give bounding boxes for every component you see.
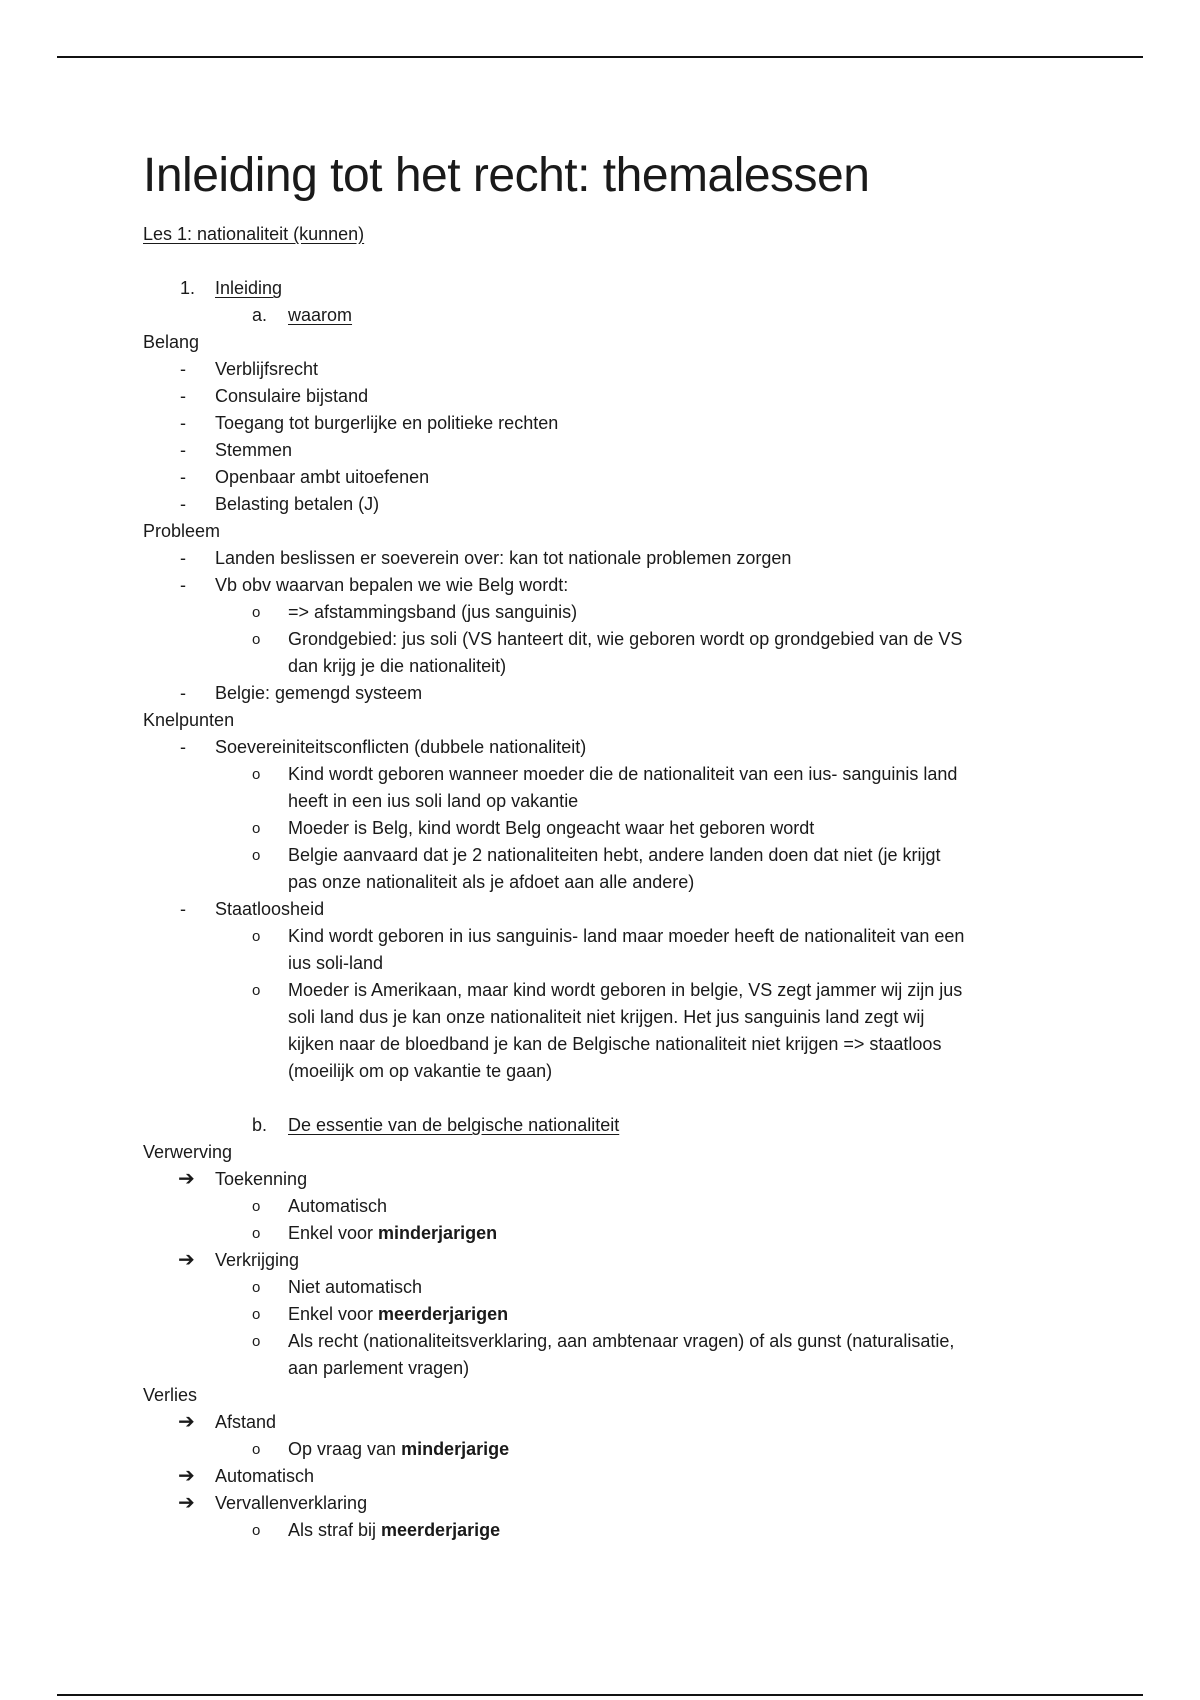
- list-item: Stemmen: [215, 440, 293, 460]
- dash-bullet: -: [180, 575, 186, 595]
- sub-list-item: [288, 1301, 508, 1328]
- heading-probleem: Probleem: [143, 521, 221, 541]
- list-item: Verblijfsrecht: [215, 359, 319, 379]
- sub-list-item-continued: dan krijg je die nationaliteit): [288, 656, 507, 676]
- sub-list-item: Belgie aanvaard dat je 2 nationaliteiten hebt, andere landen doen dat niet (je krijgt: [288, 845, 941, 865]
- arrow-bullet-icon: ➔: [178, 1249, 195, 1271]
- text: Als straf bij: [288, 1520, 382, 1540]
- text: Enkel voor: [288, 1304, 379, 1324]
- dash-bullet: -: [180, 413, 186, 433]
- list-item: Belgie: gemengd systeem: [215, 683, 423, 703]
- heading-verlies: Verlies: [143, 1385, 198, 1405]
- sub-list-item: Moeder is Belg, kind wordt Belg ongeacht waar het geboren wordt: [288, 818, 815, 838]
- footer-rule: [57, 1694, 1143, 1696]
- subsection-heading-waarom: waarom: [288, 305, 353, 325]
- arrow-bullet-icon: ➔: [178, 1411, 195, 1433]
- circle-bullet: o: [252, 1306, 261, 1323]
- list-item: Vervallenverklaring: [215, 1493, 368, 1513]
- sub-list-item: Moeder is Amerikaan, maar kind wordt geboren in belgie, VS zegt jammer wij zijn jus: [288, 980, 963, 1000]
- sub-list-item: Kind wordt geboren in ius sanguinis- land maar moeder heeft de nationaliteit van een: [288, 926, 965, 946]
- circle-bullet: o: [252, 631, 261, 648]
- bold-term: meerderjarigen: [378, 1304, 509, 1324]
- circle-bullet: o: [252, 1333, 261, 1350]
- text: Enkel voor: [288, 1223, 379, 1243]
- sub-list-item-continued: ius soli-land: [288, 953, 384, 973]
- text: Op vraag van: [288, 1439, 402, 1459]
- sub-list-item-continued: soli land dus je kan onze nationaliteit niet krijgen. Het jus sanguinis land zegt wij: [288, 1007, 925, 1027]
- list-item: Belasting betalen (J): [215, 494, 380, 514]
- heading-knelpunten: Knelpunten: [143, 710, 235, 730]
- dash-bullet: -: [180, 683, 186, 703]
- circle-bullet: o: [252, 982, 261, 999]
- header-rule: [57, 56, 1143, 58]
- bold-term: meerderjarige: [381, 1520, 501, 1540]
- dash-bullet: -: [180, 467, 186, 487]
- arrow-bullet-icon: ➔: [178, 1168, 195, 1190]
- list-item: Verkrijging: [215, 1250, 300, 1270]
- subsection-letter-a: a.: [252, 305, 268, 325]
- dash-bullet: -: [180, 359, 186, 379]
- circle-bullet: o: [252, 1441, 261, 1458]
- list-item: Afstand: [215, 1412, 277, 1432]
- list-item: Landen beslissen er soeverein over: kan tot nationale problemen zorgen: [215, 548, 792, 568]
- circle-bullet: o: [252, 928, 261, 945]
- dash-bullet: -: [180, 494, 186, 514]
- page-title: Inleiding tot het recht: themalessen: [143, 149, 870, 202]
- sub-list-item: Grondgebied: jus soli (VS hanteert dit, wie geboren wordt op grondgebied van de VS: [288, 629, 963, 649]
- bold-term: minderjarigen: [378, 1223, 498, 1243]
- sub-list-item: [288, 1220, 497, 1247]
- sub-list-item: Als recht (nationaliteitsverklaring, aan ambtenaar vragen) of als gunst (naturalisatie,: [288, 1331, 955, 1351]
- sub-list-item-continued: (moeilijk om op vakantie te gaan): [288, 1061, 553, 1081]
- sub-list-item: Kind wordt geboren wanneer moeder die de nationaliteit van een ius- sanguinis land: [288, 764, 958, 784]
- section-heading-inleiding: Inleiding: [215, 278, 283, 298]
- dash-bullet: -: [180, 899, 186, 919]
- list-item: Soevereiniteitsconflicten (dubbele nationaliteit): [215, 737, 587, 757]
- sub-list-item: Niet automatisch: [288, 1277, 423, 1297]
- sub-list-item-continued: heeft in een ius soli land op vakantie: [288, 791, 579, 811]
- circle-bullet: o: [252, 1522, 261, 1539]
- subsection-letter-b: b.: [252, 1115, 268, 1135]
- list-item: Consulaire bijstand: [215, 386, 369, 406]
- sub-list-item: Automatisch: [288, 1196, 388, 1216]
- sub-list-item-continued: pas onze nationaliteit als je afdoet aan alle andere): [288, 872, 695, 892]
- heading-verwerving: Verwerving: [143, 1142, 233, 1162]
- sub-list-item: [288, 1517, 500, 1544]
- circle-bullet: o: [252, 847, 261, 864]
- dash-bullet: -: [180, 386, 186, 406]
- sub-list-item: [288, 1436, 509, 1463]
- list-item: Toegang tot burgerlijke en politieke rechten: [215, 413, 559, 433]
- circle-bullet: o: [252, 766, 261, 783]
- dash-bullet: -: [180, 737, 186, 757]
- list-item: Toekenning: [215, 1169, 308, 1189]
- lesson-heading: Les 1: nationaliteit (kunnen): [143, 224, 365, 244]
- sub-list-item: => afstammingsband (jus sanguinis): [288, 602, 578, 622]
- heading-belang: Belang: [143, 332, 200, 352]
- circle-bullet: o: [252, 820, 261, 837]
- bold-term: minderjarige: [401, 1439, 510, 1459]
- dash-bullet: -: [180, 548, 186, 568]
- sub-list-item-continued: aan parlement vragen): [288, 1358, 470, 1378]
- arrow-bullet-icon: ➔: [178, 1492, 195, 1514]
- circle-bullet: o: [252, 604, 261, 621]
- arrow-bullet-icon: ➔: [178, 1465, 195, 1487]
- circle-bullet: o: [252, 1198, 261, 1215]
- circle-bullet: o: [252, 1279, 261, 1296]
- list-item: Automatisch: [215, 1466, 315, 1486]
- subsection-heading-essentie: De essentie van de belgische nationaliteit: [288, 1115, 620, 1135]
- list-item: Openbaar ambt uitoefenen: [215, 467, 430, 487]
- list-item: Vb obv waarvan bepalen we wie Belg wordt:: [215, 575, 569, 595]
- section-number: 1.: [180, 278, 196, 298]
- circle-bullet: o: [252, 1225, 261, 1242]
- list-item: Staatloosheid: [215, 899, 325, 919]
- sub-list-item-continued: kijken naar de bloedband je kan de Belgische nationaliteit niet krijgen => staatloos: [288, 1034, 942, 1054]
- dash-bullet: -: [180, 440, 186, 460]
